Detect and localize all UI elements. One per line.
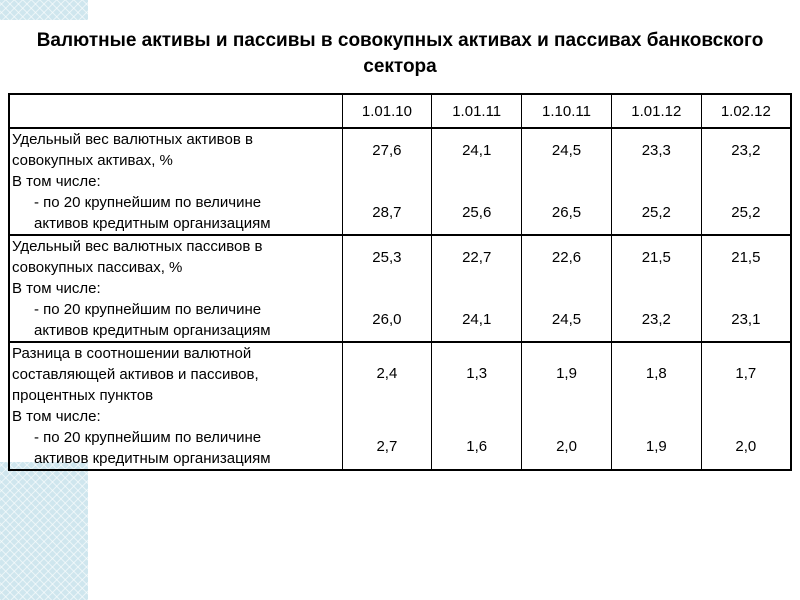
value-cell (701, 128, 791, 235)
value-cell (522, 128, 612, 235)
row-label-line: Удельный вес валютных пассивов в (12, 238, 263, 255)
value: 1,3 (466, 365, 488, 382)
table-row-group (9, 342, 791, 470)
sub-value: 1,9 (645, 438, 667, 455)
value-cell (432, 235, 522, 342)
sub-value: 2,7 (376, 438, 398, 455)
value: 1,7 (735, 365, 757, 382)
value: 27,6 (372, 142, 402, 159)
title-line-1: Валютные активы и пассивы в совокупных активах и пассивах банковского (33, 28, 768, 54)
data-table-container (8, 93, 790, 467)
value-cell (342, 235, 432, 342)
row-label-line: совокупных пассивах, % (12, 259, 183, 276)
row-label-line: процентных пунктов (12, 387, 154, 404)
value: 21,5 (641, 249, 671, 266)
page-title (0, 28, 800, 80)
value-cell (432, 128, 522, 235)
value-cell (701, 235, 791, 342)
value-cell (701, 342, 791, 470)
column-header: 1.01.11 (432, 94, 522, 128)
subgroup-header: В том числе: (12, 408, 101, 425)
value: 22,7 (462, 249, 492, 266)
column-header: 1.10.11 (522, 94, 612, 128)
row-label-line: Удельный вес валютных активов в (12, 131, 253, 148)
value-cell (342, 128, 432, 235)
table-row-group (9, 235, 791, 342)
value-cell (522, 235, 612, 342)
value-cell (432, 342, 522, 470)
sub-value: 1,6 (466, 438, 488, 455)
sub-value: 23,1 (731, 311, 761, 328)
subgroup-header: В том числе: (12, 173, 101, 190)
title-line-2: сектора (359, 54, 440, 80)
value: 22,6 (551, 249, 582, 266)
row-label-line: составляющей активов и пассивов, (12, 366, 259, 383)
header-blank-cell (9, 94, 342, 128)
subrow-label-line: - по 20 крупнейшим по величине (34, 194, 262, 211)
sub-value: 23,2 (641, 311, 671, 328)
sub-value: 25,6 (462, 204, 492, 221)
sub-value: 24,5 (551, 311, 582, 328)
subrow-label-line: - по 20 крупнейшим по величине (34, 429, 262, 446)
value: 23,2 (731, 142, 761, 159)
subrow-label-line: - по 20 крупнейшим по величине (34, 301, 262, 318)
value-cell (342, 342, 432, 470)
value: 25,3 (372, 249, 402, 266)
column-header: 1.02.12 (701, 94, 791, 128)
sub-value: 24,1 (462, 311, 492, 328)
column-header: 1.01.10 (342, 94, 432, 128)
value: 21,5 (731, 249, 761, 266)
sub-value: 28,7 (372, 204, 402, 221)
decorative-corner-bottom (0, 462, 88, 600)
sub-value: 2,0 (556, 438, 577, 455)
row-label-line: совокупных активах, % (12, 152, 173, 169)
subrow-label-line: активов кредитным организациям (34, 322, 271, 339)
row-label-cell (9, 128, 342, 235)
value-cell (611, 235, 701, 342)
subrow-label-line: активов кредитным организациям (34, 215, 271, 232)
subrow-label-line: активов кредитным организациям (34, 450, 271, 467)
value: 2,4 (376, 365, 398, 382)
sub-value: 2,0 (735, 438, 757, 455)
value-cell (611, 128, 701, 235)
column-header: 1.01.12 (611, 94, 701, 128)
decorative-corner-top (0, 0, 88, 20)
row-label-cell (9, 235, 342, 342)
sub-value: 26,5 (551, 204, 582, 221)
value: 24,1 (462, 142, 492, 159)
sub-value: 25,2 (731, 204, 761, 221)
row-label-line: Разница в соотношении валютной (12, 345, 252, 362)
table-row-group (9, 128, 791, 235)
value: 1,9 (556, 365, 577, 382)
value: 1,8 (645, 365, 667, 382)
value-cell (611, 342, 701, 470)
sub-value: 26,0 (372, 311, 402, 328)
value: 23,3 (641, 142, 671, 159)
table-header-row (9, 94, 791, 128)
value-cell (522, 342, 612, 470)
subgroup-header: В том числе: (12, 280, 101, 297)
data-table (8, 93, 792, 471)
value: 24,5 (551, 142, 582, 159)
sub-value: 25,2 (641, 204, 671, 221)
row-label-cell (9, 342, 342, 470)
